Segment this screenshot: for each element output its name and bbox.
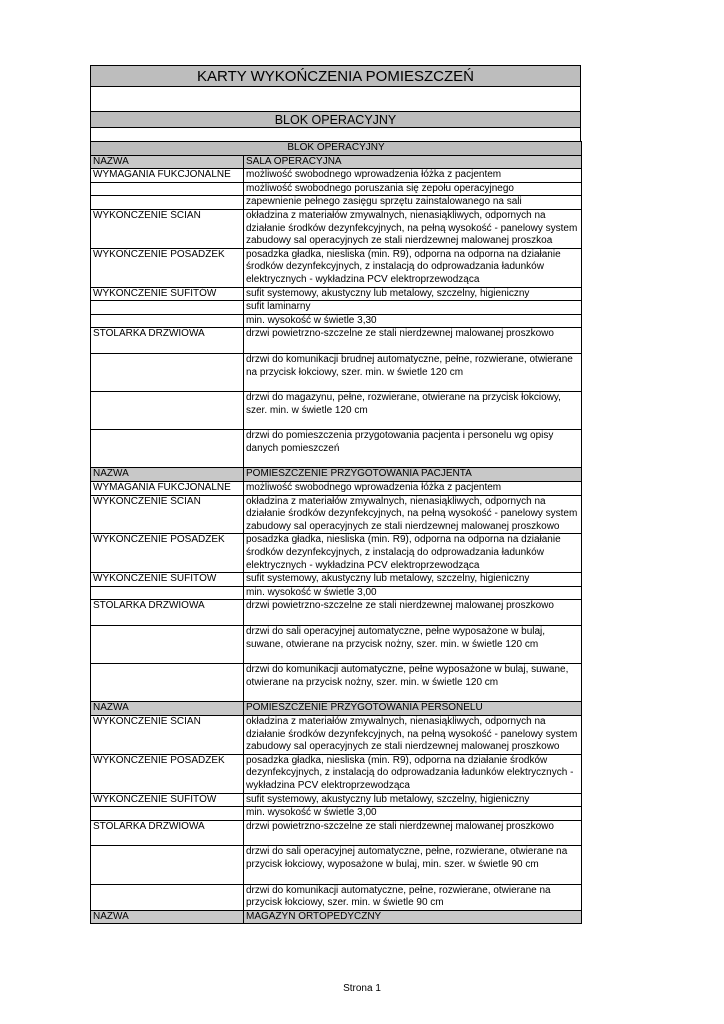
row-label: WYKOŃCZENIE POSADZEK (91, 248, 244, 287)
table-row (91, 495, 582, 534)
row-label: NAZWA (91, 910, 244, 924)
table-row (91, 884, 582, 910)
row-value: min. wysokość w świetle 3,30 (244, 314, 582, 328)
row-label (91, 626, 244, 664)
room-name: SALA OPERACYJNA (244, 155, 582, 169)
page-number: Strona 1 (343, 983, 381, 994)
section-title: BLOK OPERACYJNY (90, 111, 581, 128)
row-value: drzwi do sali operacyjnej automatyczne, pełne wyposażone w bulaj, suwane, otwierane na przycisk nożny, szer. min. w świetle 120 cm (244, 626, 582, 664)
room-name: POMIESZCZENIE PRZYGOTOWANIA PACJENTA (244, 468, 582, 482)
row-label: NAZWA (91, 155, 244, 169)
table-header: BLOK OPERACYJNY (91, 142, 582, 156)
table-row (91, 482, 582, 496)
row-value: drzwi powietrzno-szczelne ze stali nierdzewnej malowanej proszkowo (244, 600, 582, 626)
table-row (91, 754, 582, 793)
row-label: WYKOŃCZENIE SUFITÓW (91, 793, 244, 807)
row-value: posadzka gładka, niesliska (min. R9), odporna na odporna na działanie środków dezynfekcyjnych, z instalacją do odprowadzania ładunków elektrycznych - wykładzina PCV elektroprzewodząca (244, 248, 582, 287)
table-row (91, 793, 582, 807)
table-row (91, 600, 582, 626)
row-label (91, 196, 244, 210)
table-row (91, 573, 582, 587)
table-row (91, 534, 582, 573)
row-label (91, 392, 244, 430)
table-row (91, 182, 582, 196)
row-label: WYKOŃCZENIE POSADZEK (91, 754, 244, 793)
table-row (91, 626, 582, 664)
row-label: WYMAGANIA FUKCJONALNE (91, 169, 244, 183)
row-value: okładzina z materiałów zmywalnych, nienasiąkliwych, odpornych na działanie środków dezynfekcyjnych, na pełną wysokość - panelowy system zabudowy sal operacyjnych ze stali nierdzewnej malowanej proszkowo (244, 495, 582, 534)
table-row (91, 820, 582, 846)
room-name: MAGAZYN ORTOPEDYCZNY (244, 910, 582, 924)
row-value: okładzina z materiałów zmywalnych, nienasiąkliwych, odpornych na działanie środków dezynfekcyjnych, na pełną wysokość - panelowy system zabudowy sal operacyjnych ze stali nierdzewnej malowanej proszkoa (244, 209, 582, 248)
room-name-row (91, 468, 582, 482)
row-label (91, 807, 244, 821)
row-value: drzwi do komunikacji brudnej automatyczne, pełne, rozwierane, otwierane na przycisk łokciowy, szer. min. w świetle 120 cm (244, 353, 582, 391)
table-row (91, 301, 582, 315)
row-value: zapewnienie pełnego zasięgu sprzętu zainstalowanego na sali (244, 196, 582, 210)
row-value: posadzka gładka, niesliska (min. R9), odporna na odporna na działanie środków dezynfekcyjnych, z instalacją do odprowadzania ładunków elektrycznych - wykładzina PCV elektroprzewodząca (244, 534, 582, 573)
table-row (91, 586, 582, 600)
table-row (91, 287, 582, 301)
row-value: możliwość swobodnego poruszania się zepołu operacyjnego (244, 182, 582, 196)
row-label: WYMAGANIA FUKCJONALNE (91, 482, 244, 496)
row-label (91, 430, 244, 468)
table-row (91, 353, 582, 391)
row-value: możliwość swobodnego wprowadzenia łóżka z pacjentem (244, 169, 582, 183)
table-header-row (91, 142, 582, 156)
row-label: STOLARKA DRZWIOWA (91, 820, 244, 846)
row-label (91, 182, 244, 196)
table-row (91, 430, 582, 468)
row-label (91, 586, 244, 600)
row-label: STOLARKA DRZWIOWA (91, 600, 244, 626)
table-row (91, 664, 582, 702)
table-row (91, 314, 582, 328)
row-value: drzwi do pomieszczenia przygotowania pacjenta i personelu wg opisy danych pomieszczeń (244, 430, 582, 468)
row-label: WYKOŃCZENIE SUFITÓW (91, 573, 244, 587)
row-value: drzwi do sali operacyjnej automatyczne, pełne, rozwierane, otwierane na przycisk łokciowy, wyposażone w bulaj, min. szer. w świetle 90 cm (244, 846, 582, 884)
table-row (91, 392, 582, 430)
finish-card-sheet (90, 65, 581, 924)
row-label (91, 314, 244, 328)
row-value: sufit systemowy, akustyczny lub metalowy, szczelny, higieniczny (244, 573, 582, 587)
row-label: WYKOŃCZENIE ŚCIAN (91, 495, 244, 534)
room-name: POMIESZCZENIE PRZYGOTOWANIA PERSONELU (244, 702, 582, 716)
row-value: drzwi powietrzno-szczelne ze stali nierdzewnej malowanej proszkowo (244, 328, 582, 354)
row-value: min. wysokość w świetle 3,00 (244, 807, 582, 821)
row-label: NAZWA (91, 468, 244, 482)
row-value: okładzina z materiałów zmywalnych, nienasiąkliwych, odpornych na działanie środków dezynfekcyjnych, na pełną wysokość - panelowy system zabudowy sal operacyjnych ze stali nierdzewnej malowanej proszkowo (244, 715, 582, 754)
row-value: drzwi powietrzno-szczelne ze stali nierdzewnej malowanej proszkowo (244, 820, 582, 846)
blank-row (90, 87, 581, 111)
row-value: możliwość swobodnego wprowadzenia łóżka z pacjentem (244, 482, 582, 496)
row-label: NAZWA (91, 702, 244, 716)
finish-table (90, 141, 582, 924)
row-value: min. wysokość w świetle 3,00 (244, 586, 582, 600)
table-row (91, 807, 582, 821)
table-row (91, 715, 582, 754)
row-label (91, 664, 244, 702)
row-label: WYKOŃCZENIE SUFITÓW (91, 287, 244, 301)
row-label (91, 353, 244, 391)
document-title: KARTY WYKOŃCZENIA POMIESZCZEŃ (90, 65, 581, 87)
row-value: drzwi do komunikacji automatyczne, pełne wyposażone w bulaj, suwane, otwierane na przycisk nożny, szer. min. w świetle 120 cm (244, 664, 582, 702)
row-value: drzwi do komunikacji automatyczne, pełne, rozwierane, otwierane na przycisk łokciowy, szer. min. w świetle 90 cm (244, 884, 582, 910)
row-label: STOLARKA DRZWIOWA (91, 328, 244, 354)
row-value: sufit systemowy, akustyczny lub metalowy, szczelny, higieniczny (244, 287, 582, 301)
room-name-row (91, 702, 582, 716)
row-label: WYKOŃCZENIE POSADZEK (91, 534, 244, 573)
room-name-row (91, 155, 582, 169)
table-row (91, 328, 582, 354)
row-label (91, 301, 244, 315)
row-label: WYKOŃCZENIE ŚCIAN (91, 715, 244, 754)
row-label (91, 884, 244, 910)
room-name-row (91, 910, 582, 924)
table-row (91, 248, 582, 287)
row-value: posadzka gładka, niesliska (min. R9), odporna na działanie środków dezynfekcyjnych, z instalacją do odprowadzania ładunków elektrycznych - wykładzina PCV elektroprzewodząca (244, 754, 582, 793)
row-label: WYKOŃCZENIE ŚCIAN (91, 209, 244, 248)
table-row (91, 196, 582, 210)
row-label (91, 846, 244, 884)
row-value: drzwi do magazynu, pełne, rozwierane, otwierane na przycisk łokciowy, szer. min. w świetle 120 cm (244, 392, 582, 430)
table-row (91, 169, 582, 183)
table-row (91, 209, 582, 248)
row-value: sufit laminarny (244, 301, 582, 315)
table-row (91, 846, 582, 884)
blank-row (90, 128, 581, 141)
row-value: sufit systemowy, akustyczny lub metalowy, szczelny, higieniczny (244, 793, 582, 807)
